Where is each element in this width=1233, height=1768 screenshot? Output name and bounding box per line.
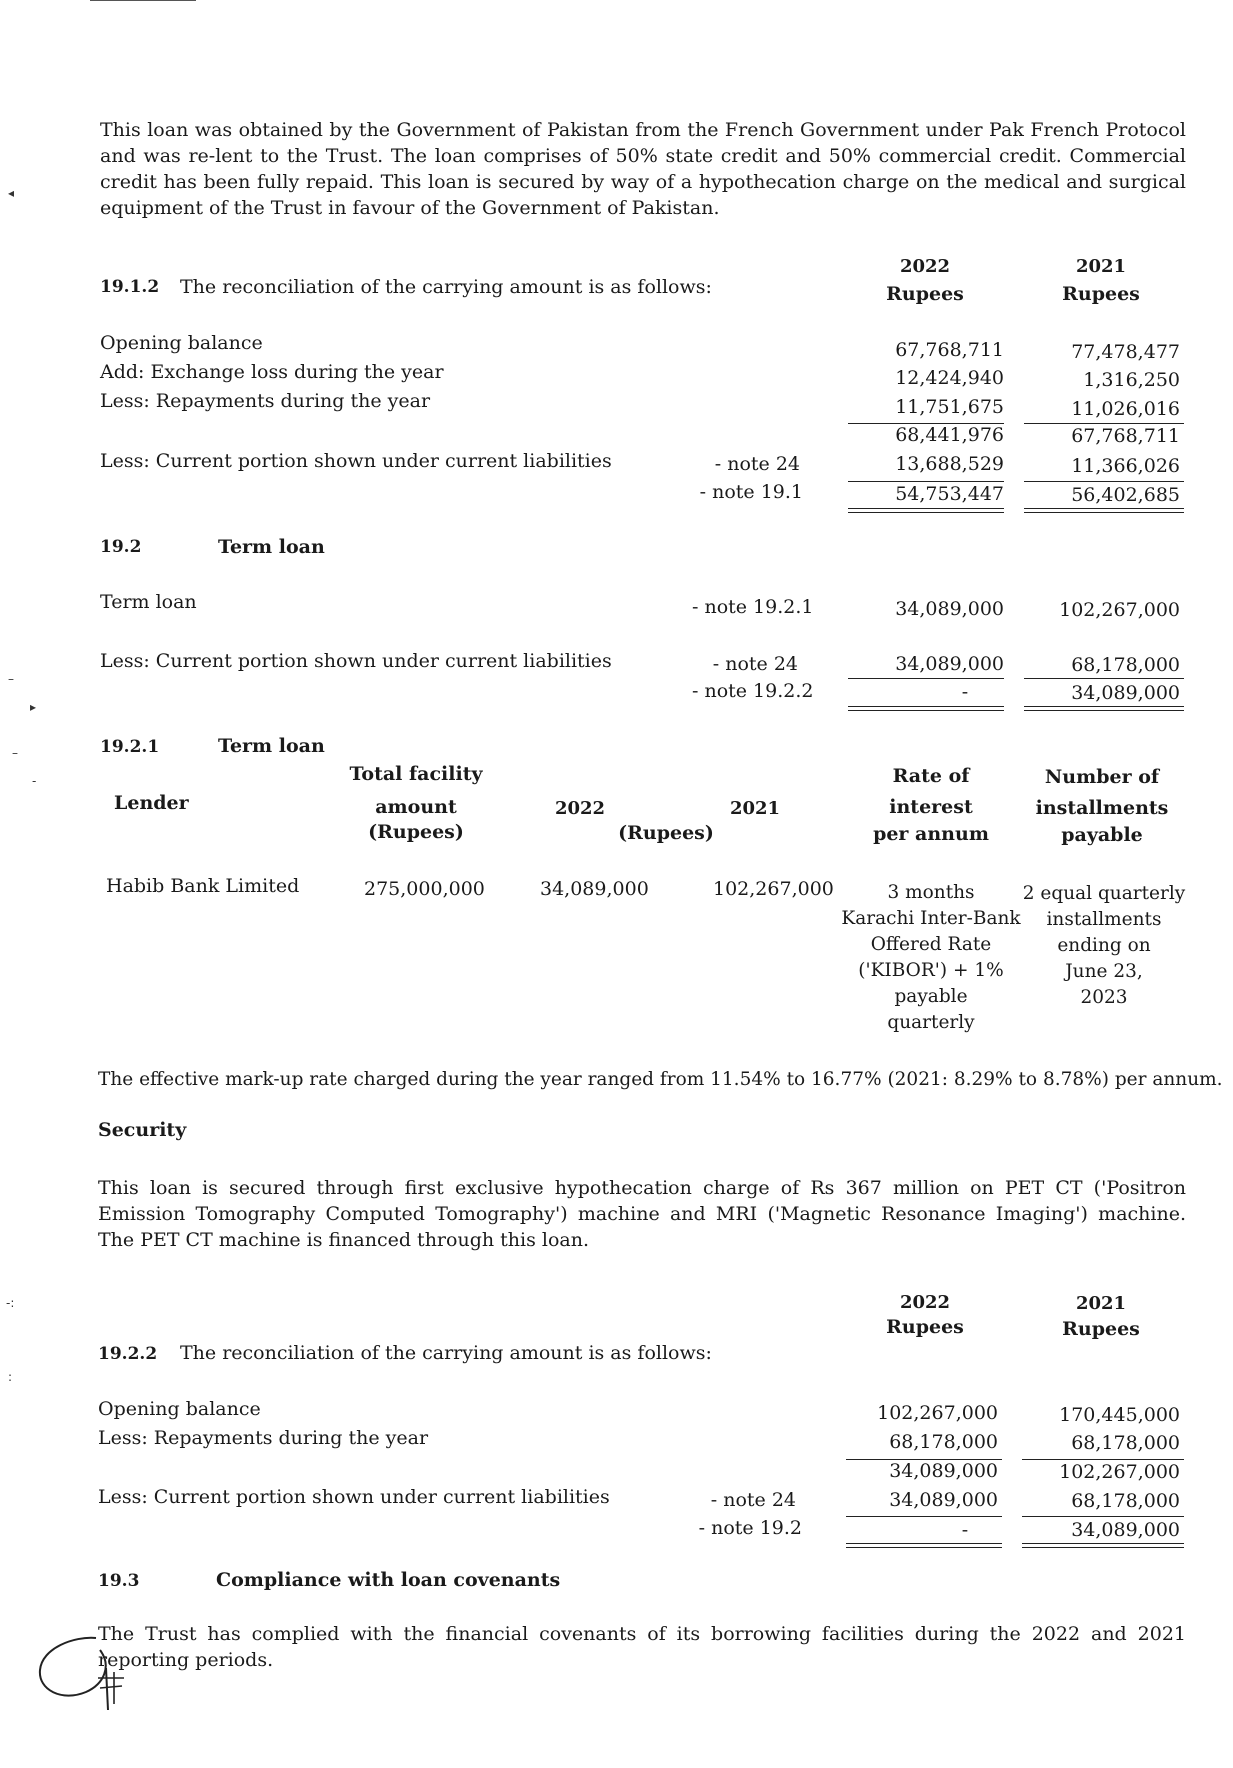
scan-mark: - <box>32 774 37 788</box>
markup-rate-paragraph: The effective mark-up rate charged during the year ranged from 11.54% to 16.77% (2021: 8.29% to 8.78%) per annum. <box>98 1069 1223 1090</box>
installments-line: June 23, <box>1065 961 1143 982</box>
value-2021: 170,445,000 <box>1059 1404 1180 1426</box>
rule-2021 <box>1024 678 1184 679</box>
row-label: Less: Current portion shown under current liabilities <box>100 450 612 472</box>
note-ref: - note 19.2 <box>698 1517 802 1539</box>
row-label: Less: Repayments during the year <box>98 1427 429 1449</box>
header-rate-line3: per annum <box>873 823 989 845</box>
header-installments-line2: installments <box>1035 797 1169 819</box>
total-double-rule-2022 <box>848 706 1004 711</box>
unit-header-2021: Rupees <box>1062 283 1140 305</box>
header-year-2021: 2021 <box>729 798 781 819</box>
section-number: 19.1.2 <box>100 277 160 297</box>
value-2021: 11,026,016 <box>1071 398 1180 420</box>
value-2022: 12,424,940 <box>895 367 1004 389</box>
interest-rate-cell <box>836 880 1026 1036</box>
header-installments-line3: payable <box>1061 824 1143 846</box>
value-2021: 1,316,250 <box>1083 369 1180 391</box>
row-label: Less: Current portion shown under current liabilities <box>100 650 612 672</box>
rule-2022 <box>848 481 1004 482</box>
installments-line: ending on <box>1057 935 1151 956</box>
value-2022: 11,751,675 <box>895 396 1004 418</box>
scan-mark: ▸ <box>30 700 37 714</box>
scan-mark: -: <box>6 1296 15 1310</box>
initials-signature <box>34 1628 124 1720</box>
installments-cell <box>1018 881 1190 1011</box>
value-2022: 13,688,529 <box>895 453 1004 475</box>
scan-mark: : <box>8 1370 13 1384</box>
value-2022: - <box>961 1519 969 1541</box>
year-header-2021: 2021 <box>1075 256 1127 277</box>
header-rupees: (Rupees) <box>618 822 714 844</box>
year-header-2021: 2021 <box>1075 1293 1127 1314</box>
scan-mark: – <box>8 672 14 686</box>
interest-rate-line: quarterly <box>887 1012 975 1033</box>
installments-line: 2 equal quarterly <box>1022 883 1186 904</box>
note-ref: - note 24 <box>712 653 798 675</box>
interest-rate-line: Offered Rate <box>870 934 992 955</box>
total-double-rule-2021 <box>1022 1543 1184 1548</box>
value-2021: 34,089,000 <box>1071 682 1180 704</box>
section-number: 19.3 <box>98 1571 140 1591</box>
value-2021: 68,178,000 <box>1071 1490 1180 1512</box>
installments-line: installments <box>1046 909 1162 930</box>
section-heading: The reconciliation of the carrying amount is as follows: <box>180 276 712 298</box>
scan-mark: – <box>12 746 18 760</box>
header-rate-line2: interest <box>889 796 973 818</box>
value-2022: 102,267,000 <box>877 1402 998 1424</box>
header-rate-line1: Rate of <box>892 765 970 787</box>
header-facility-line3: (Rupees) <box>368 821 464 843</box>
scan-mark: ◂ <box>8 186 15 200</box>
row-label: Term loan <box>100 591 197 613</box>
value-2022: 34,089,000 <box>889 1460 998 1482</box>
section-title: Compliance with loan covenants <box>216 1569 561 1591</box>
value-2022: 34,089,000 <box>895 653 1004 675</box>
rule-2022 <box>846 1516 1002 1517</box>
row-label: Opening balance <box>98 1398 261 1420</box>
header-facility-line1: Total facility <box>349 763 483 785</box>
value-2021: 67,768,711 <box>1071 425 1180 447</box>
value-2021: 102,267,000 <box>1059 1461 1180 1483</box>
value-2021: 68,178,000 <box>1071 654 1180 676</box>
header-lender: Lender <box>114 792 189 814</box>
unit-header-2022: Rupees <box>886 1316 964 1338</box>
value-2021: 34,089,000 <box>1071 1519 1180 1541</box>
rule-2022 <box>848 678 1004 679</box>
value-2022: 68,178,000 <box>889 1431 998 1453</box>
value-2021: 68,178,000 <box>1071 1432 1180 1454</box>
interest-rate-line: ('KIBOR') + 1% <box>858 960 1004 981</box>
value-2021: 56,402,685 <box>1071 484 1180 506</box>
note-ref: - note 24 <box>710 1489 796 1511</box>
row-label: Opening balance <box>100 332 263 354</box>
value-2022: 54,753,447 <box>895 483 1004 505</box>
value-2022: - <box>961 681 969 703</box>
total-double-rule-2022 <box>846 1543 1002 1548</box>
note-ref: - note 19.1 <box>699 481 803 503</box>
total-double-rule-2021 <box>1024 508 1184 513</box>
row-label: Add: Exchange loss during the year <box>100 361 444 383</box>
section-title: Term loan <box>218 536 325 558</box>
total-double-rule-2022 <box>848 508 1004 513</box>
lender-name: Habib Bank Limited <box>106 875 300 897</box>
header-installments-line1: Number of <box>1044 766 1160 788</box>
note-ref: - note 19.2.2 <box>692 680 814 702</box>
value-2022: 68,441,976 <box>895 424 1004 446</box>
interest-rate-line: payable <box>894 986 968 1007</box>
section-number: 19.2.2 <box>98 1344 158 1364</box>
compliance-paragraph: The Trust has complied with the financial covenants of its borrowing facilities during the 2022 and 2021 reporting periods. <box>98 1623 1186 1671</box>
balance-2021: 102,267,000 <box>713 878 834 900</box>
value-2021: 77,478,477 <box>1071 341 1180 363</box>
year-header-2022: 2022 <box>899 256 951 277</box>
section-heading: The reconciliation of the carrying amount is as follows: <box>180 1342 712 1364</box>
note-ref: - note 24 <box>714 453 800 475</box>
value-2022: 67,768,711 <box>895 339 1004 361</box>
header-year-2022: 2022 <box>554 798 606 819</box>
security-paragraph: This loan is secured through first exclusive hypothecation charge of Rs 367 million on PET CT ('Positron Emission Tomography Computed Tomography') machine and MRI ('Magnetic Resonance Imaging') machine. The PET CT machine is financed through this loan. <box>98 1177 1186 1251</box>
section-number: 19.2 <box>100 537 142 557</box>
section-number: 19.2.1 <box>100 737 160 757</box>
note-ref: - note 19.2.1 <box>692 596 814 618</box>
total-double-rule-2021 <box>1024 706 1184 711</box>
intro-paragraph: This loan was obtained by the Government of Pakistan from the French Government under Pak French Protocol and was re-lent to the Trust. The loan comprises of 50% state credit and 50% commercial credit. Commercial credit has been fully repaid. This loan is secured by way of a hypothecation charge on the medical and surgical equipment of the Trust in favour of the Government of Pakistan. <box>100 119 1186 219</box>
unit-header-2022: Rupees <box>886 283 964 305</box>
row-label: Less: Repayments during the year <box>100 390 431 412</box>
value-2021: 102,267,000 <box>1059 599 1180 621</box>
value-2022: 34,089,000 <box>889 1489 998 1511</box>
balance-2022: 34,089,000 <box>540 878 649 900</box>
installments-line: 2023 <box>1080 987 1128 1008</box>
section-title: Term loan <box>218 735 325 757</box>
header-facility-line2: amount <box>375 796 457 818</box>
facility-amount: 275,000,000 <box>364 878 485 900</box>
row-label: Less: Current portion shown under current liabilities <box>98 1486 610 1508</box>
top-rule <box>90 0 196 1</box>
security-heading: Security <box>98 1119 187 1141</box>
value-2021: 11,366,026 <box>1071 455 1180 477</box>
unit-header-2021: Rupees <box>1062 1318 1140 1340</box>
subtotal-rule-2021 <box>1022 1459 1184 1460</box>
rule-2021 <box>1024 481 1184 482</box>
interest-rate-line: 3 months <box>887 882 975 903</box>
rule-2021 <box>1022 1516 1184 1517</box>
interest-rate-line: Karachi Inter-Bank <box>841 908 1021 929</box>
year-header-2022: 2022 <box>899 1292 951 1313</box>
value-2022: 34,089,000 <box>895 598 1004 620</box>
subtotal-rule-2021 <box>1024 423 1184 424</box>
